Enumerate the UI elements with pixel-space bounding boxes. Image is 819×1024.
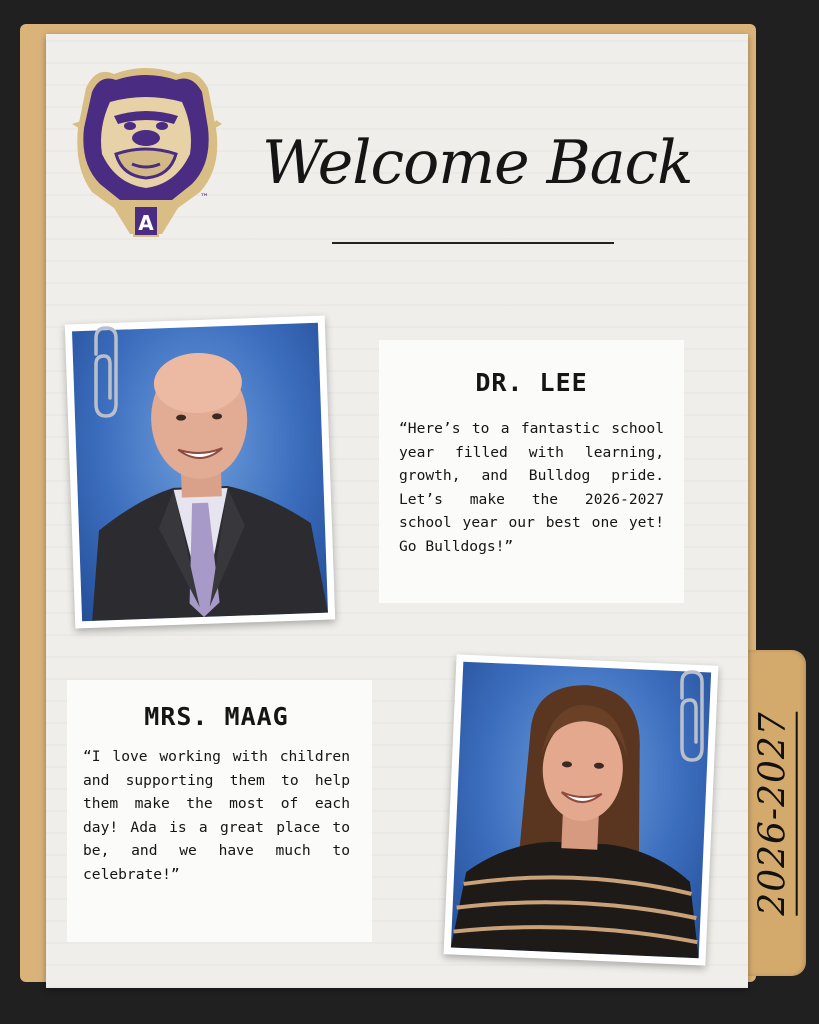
title-underline xyxy=(332,242,614,244)
welcome-title: Welcome Back xyxy=(262,128,693,198)
profile-card-dr-lee xyxy=(379,340,684,603)
profile-card-mrs-maag xyxy=(67,680,372,942)
school-year-label: 2026-2027 xyxy=(753,711,798,915)
profile-quote: “Here’s to a fantastic school year filled with learning, growth, and Bulldog pride. Let’s make the 2026-2027 school year our best one yet! Go Bulldogs!” xyxy=(399,420,664,555)
logo-letter: A xyxy=(138,211,154,235)
bulldog-logo xyxy=(66,58,226,248)
profile-name: MRS. MAAG xyxy=(144,702,289,731)
paperclip-icon xyxy=(672,668,716,764)
trademark-symbol: ™ xyxy=(200,193,209,203)
profile-name: DR. LEE xyxy=(475,368,588,397)
folder-tab-label xyxy=(742,650,808,976)
paperclip-icon xyxy=(86,324,130,420)
profile-quote: “I love working with children and supporting them to help them make the most of each day! Ada is a great place to be, and we have much to celebrate!” xyxy=(83,748,350,883)
